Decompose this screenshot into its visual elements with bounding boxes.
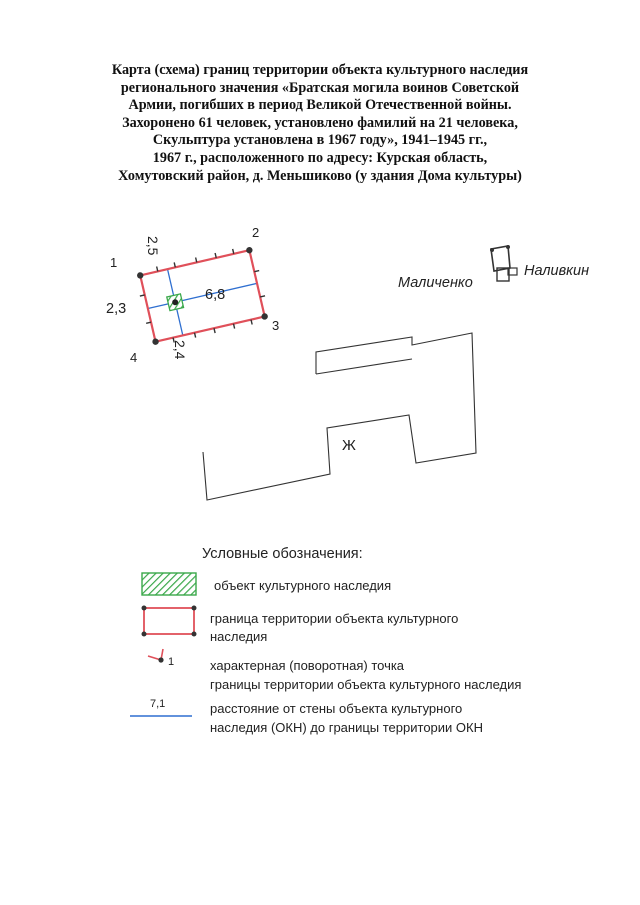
distance-line-top bbox=[168, 269, 175, 298]
legend-point-label: характерная (поворотная) точка bbox=[210, 658, 405, 673]
small-house bbox=[490, 245, 517, 281]
title-line: регионального значения «Братская могила воинов Советской bbox=[120, 79, 520, 96]
point-number-2: 2 bbox=[252, 225, 260, 240]
distance-label-left: 2,3 bbox=[106, 301, 127, 317]
legend-point-label: границы территории объекта культурного наследия bbox=[210, 677, 522, 692]
legend-boundary-label: граница территории объекта культурного bbox=[210, 611, 459, 626]
distance-label-right: 6,8 bbox=[205, 287, 226, 303]
legend-boundary-label: наследия bbox=[210, 629, 268, 644]
distance-line-left bbox=[148, 304, 169, 309]
legend-heading: Условные обозначения: bbox=[202, 546, 363, 562]
boundary-group bbox=[134, 244, 270, 347]
point-number-3: 3 bbox=[272, 318, 280, 333]
point-number-4: 4 bbox=[130, 350, 138, 365]
legend-point-dot bbox=[158, 657, 163, 662]
owner-label-malichenko: Маличенко bbox=[398, 275, 473, 291]
legend-boundary-corner bbox=[142, 606, 147, 611]
legend-distance-label: расстояние от стены объекта культурного bbox=[210, 701, 463, 716]
title-line: Скульптура установлена в 1967 году», 1941–1945 гг., bbox=[152, 132, 488, 149]
title-line: Хомутовский район, д. Меньшиково (у здания Дома культуры) bbox=[118, 167, 522, 184]
legend-distance-value: 7,1 bbox=[150, 698, 166, 710]
corner-point-1 bbox=[136, 272, 144, 280]
title-line: Карта (схема) границ территории объекта культурного наследия bbox=[111, 62, 529, 78]
legend-point-number: 1 bbox=[168, 656, 175, 668]
legend-boundary-symbol bbox=[144, 608, 194, 634]
corner-point-3 bbox=[261, 313, 269, 321]
corner-point-2 bbox=[246, 246, 254, 254]
distance-label-top: 2,5 bbox=[145, 236, 161, 256]
legend-object-label: объект культурного наследия bbox=[214, 578, 392, 593]
title-line: Армии, погибших в период Великой Отечественной войны. bbox=[128, 97, 512, 114]
building-label: Ж bbox=[342, 437, 356, 454]
neighbour-building bbox=[203, 333, 476, 500]
title-line: 1967 г., расположенного по адресу: Курская область, bbox=[152, 149, 488, 166]
point-number-1: 1 bbox=[110, 255, 118, 270]
title-line: Захоронено 61 человек, установлено фамилий на 21 человека, bbox=[122, 114, 518, 131]
building-wall-line bbox=[316, 359, 412, 374]
legend-boundary-corner bbox=[192, 632, 197, 637]
distance-label-bottom: 2,4 bbox=[172, 340, 188, 360]
legend-distance-label: наследия (ОКН) до границы территории ОКН bbox=[210, 720, 483, 735]
corner-point-4 bbox=[152, 338, 160, 346]
legend-boundary-corner bbox=[192, 606, 197, 611]
legend-boundary-corner bbox=[142, 632, 147, 637]
owner-label-nalivkin: Наливкин bbox=[524, 263, 590, 279]
legend-object-symbol bbox=[142, 573, 196, 595]
distance-line-bottom bbox=[176, 306, 183, 335]
